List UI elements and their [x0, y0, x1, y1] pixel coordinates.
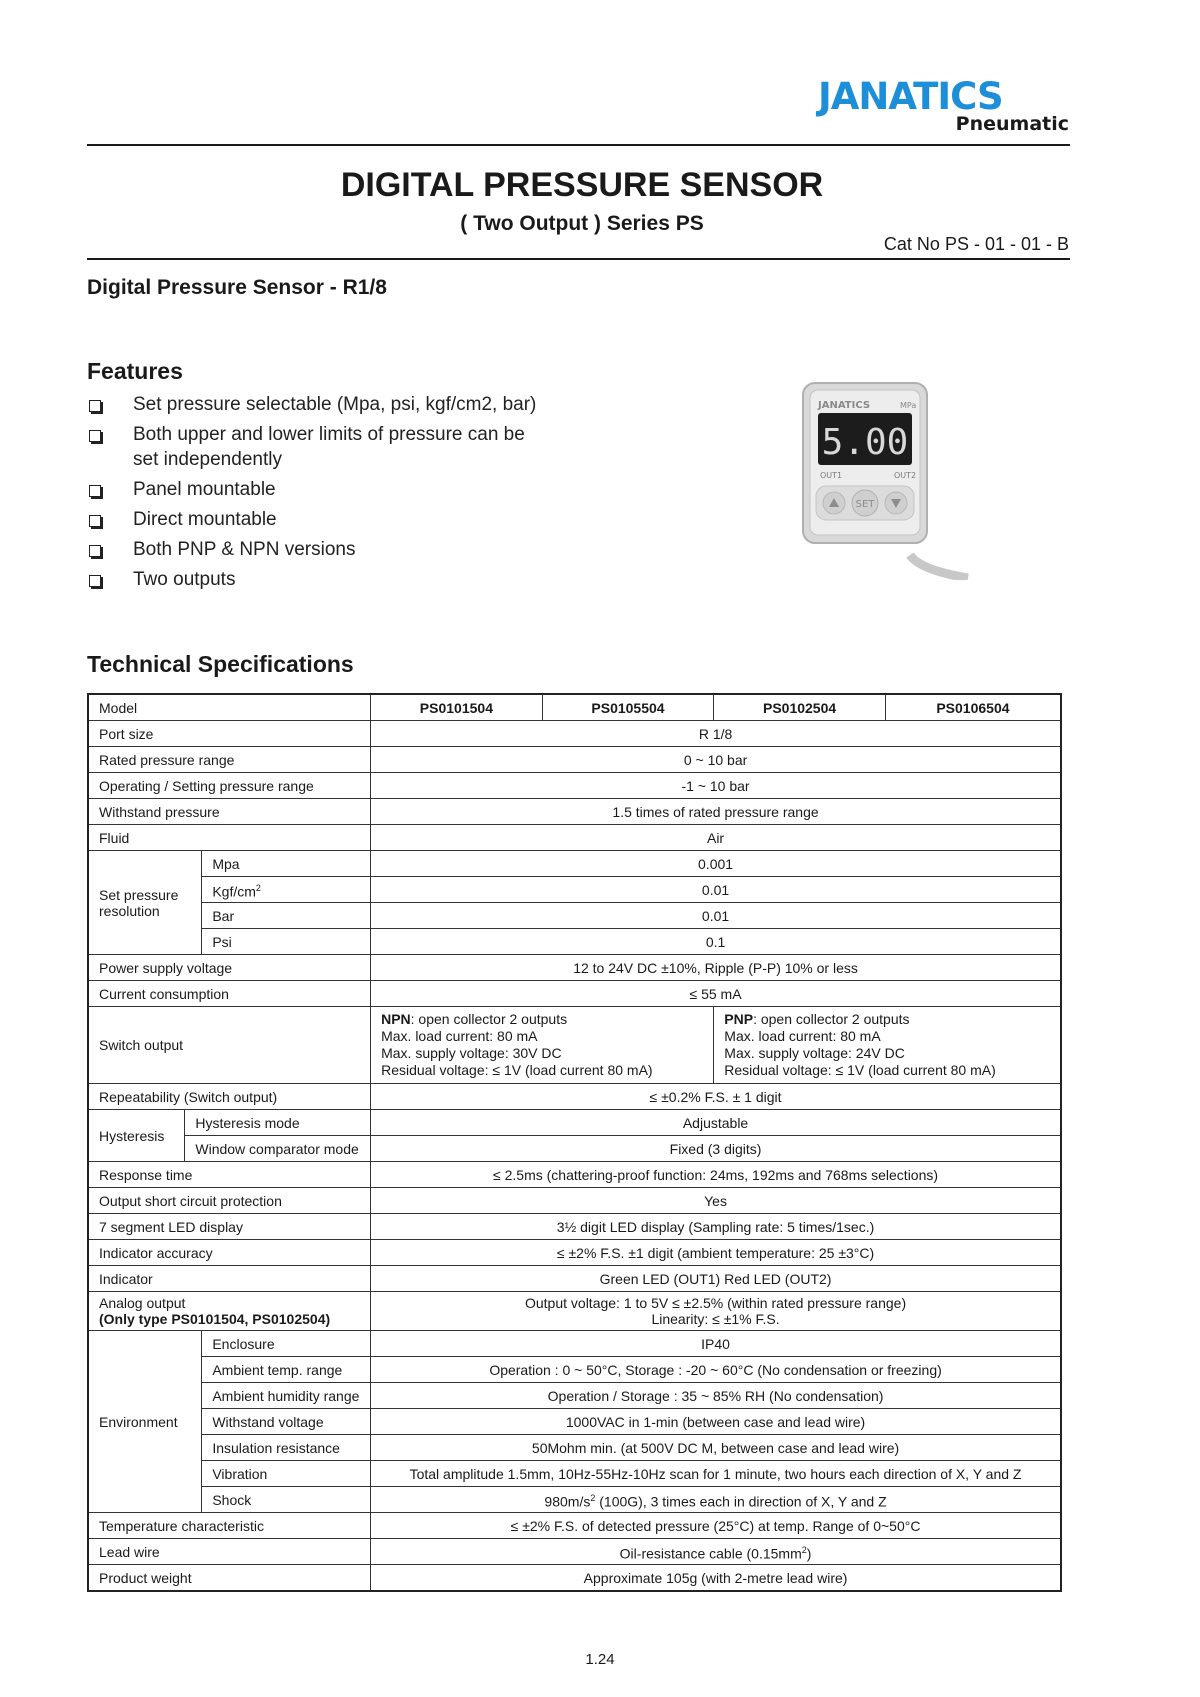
- row-value: Green LED (OUT1) Red LED (OUT2): [371, 1266, 1061, 1292]
- table-row: [88, 1188, 1061, 1214]
- table-row: [88, 721, 1061, 747]
- sensor-unit-label: MPa: [900, 401, 917, 410]
- brand-subtitle: Pneumatic: [955, 113, 1069, 135]
- feature-item: [87, 567, 647, 592]
- sub-label: Mpa: [202, 851, 371, 877]
- checkbox-bullet-icon: [89, 485, 101, 497]
- out2-label: OUT2: [894, 471, 917, 480]
- row-value: Oil-resistance cable $(0.15mm^2)$: [371, 1539, 1061, 1565]
- feature-item: [87, 392, 647, 417]
- row-value: 0.001: [371, 851, 1061, 877]
- table-row: [88, 1539, 1061, 1565]
- row-label: Power supply voltage: [88, 955, 371, 981]
- table-row: [88, 1565, 1061, 1592]
- row-label: Repeatability (Switch output): [88, 1084, 371, 1110]
- table-row: [88, 1357, 1061, 1383]
- row-value: 50Mohm min. (at 500V DC M, between case and lead wire): [371, 1435, 1061, 1461]
- row-value: Adjustable: [371, 1110, 1061, 1136]
- table-row: [88, 1383, 1061, 1409]
- table-row: [88, 1513, 1061, 1539]
- row-value: Fixed (3 digits): [371, 1136, 1061, 1162]
- out1-label: OUT1: [820, 471, 843, 480]
- table-row: [88, 1007, 1061, 1084]
- sub-label: Kgf/$cm^2$: [202, 877, 371, 903]
- table-row: [88, 1461, 1061, 1487]
- title-rule: [87, 258, 1070, 260]
- checkbox-bullet-icon: [89, 575, 101, 587]
- spec-table: [87, 693, 1062, 1592]
- row-label: Indicator accuracy: [88, 1240, 371, 1266]
- group-label: Set pressure resolution: [88, 851, 202, 955]
- table-row: [88, 903, 1061, 929]
- row-label: Operating / Setting pressure range: [88, 773, 371, 799]
- header-rule: [87, 144, 1070, 146]
- row-label: Lead wire: [88, 1539, 371, 1565]
- feature-text: Direct mountable: [133, 509, 277, 530]
- feature-text: Both upper and lower limits of pressure can be: [133, 424, 525, 445]
- row-label: Product weight: [88, 1565, 371, 1592]
- set-button-label: SET: [855, 499, 875, 510]
- npn-output-cell: NPN: open collector 2 outputs Max. load current: 80 mA Max. supply voltage: 30V DC Residual voltage: ≤ 1V (load current 80 mA): [371, 1007, 714, 1084]
- checkbox-bullet-icon: [89, 515, 101, 527]
- sub-label: Hysteresis mode: [185, 1110, 371, 1136]
- table-row: [88, 799, 1061, 825]
- row-label: Response time: [88, 1162, 371, 1188]
- row-label: Fluid: [88, 825, 371, 851]
- feature-text: Two outputs: [133, 569, 236, 590]
- table-row: [88, 929, 1061, 955]
- feature-text: Both PNP & NPN versions: [133, 539, 356, 560]
- table-row: [88, 1110, 1061, 1136]
- page-number: 1.24: [585, 1651, 615, 1668]
- table-row: [88, 1331, 1061, 1357]
- feature-item: [87, 537, 647, 562]
- brand-logo: JANATICS: [818, 75, 1003, 118]
- row-label: Port size: [88, 721, 371, 747]
- table-row: [88, 694, 1061, 721]
- table-row: [88, 851, 1061, 877]
- sub-label: Ambient temp. range: [202, 1357, 371, 1383]
- model-cell: PS0106504: [885, 694, 1061, 721]
- row-value: Air: [371, 825, 1061, 851]
- row-value: 0.01: [371, 877, 1061, 903]
- table-row: [88, 981, 1061, 1007]
- feature-text: Set pressure selectable (Mpa, psi, kgf/cm2, bar): [133, 394, 537, 415]
- catalog-number: Cat No PS - 01 - 01 - B: [883, 234, 1069, 254]
- model-cell: PS0102504: [714, 694, 886, 721]
- row-label: Rated pressure range: [88, 747, 371, 773]
- table-row: [88, 1266, 1061, 1292]
- row-label: Model: [88, 694, 371, 721]
- row-value: 1.5 times of rated pressure range: [371, 799, 1061, 825]
- row-label: Withstand pressure: [88, 799, 371, 825]
- table-row: [88, 1084, 1061, 1110]
- sub-label: Ambient humidity range: [202, 1383, 371, 1409]
- row-value: ≤ ±0.2% F.S. ± 1 digit: [371, 1084, 1061, 1110]
- row-value: 0.1: [371, 929, 1061, 955]
- sub-label: Vibration: [202, 1461, 371, 1487]
- row-value: 3½ digit LED display (Sampling rate: 5 times/1sec.): [371, 1214, 1061, 1240]
- row-value: 1000VAC in 1-min (between case and lead wire): [371, 1409, 1061, 1435]
- row-value: Yes: [371, 1188, 1061, 1214]
- group-label: Hysteresis: [88, 1110, 185, 1162]
- tech-spec-heading: Technical Specifications: [87, 651, 354, 677]
- table-row: [88, 1292, 1061, 1331]
- feature-text-continued: set independently: [133, 449, 282, 470]
- sub-label: Insulation resistance: [202, 1435, 371, 1461]
- row-value: Operation : 0 ~ 50°C, Storage : -20 ~ 60°C (No condensation or freezing): [371, 1357, 1061, 1383]
- row-value: Total amplitude 1.5mm, 10Hz-55Hz-10Hz scan for 1 minute, two hours each direction of X, Y and Z: [371, 1461, 1061, 1487]
- row-value: ≤ ±2% F.S. of detected pressure (25°C) at temp. Range of 0~50°C: [371, 1513, 1061, 1539]
- page-subtitle: ( Two Output ) Series PS: [460, 212, 704, 235]
- row-value: ≤ ±2% F.S. ±1 digit (ambient temperature: 25 ±3°C): [371, 1240, 1061, 1266]
- table-row: [88, 1136, 1061, 1162]
- row-label: Temperature characteristic: [88, 1513, 371, 1539]
- sub-label: Psi: [202, 929, 371, 955]
- row-value: 12 to 24V DC ±10%, Ripple (P-P) 10% or less: [371, 955, 1061, 981]
- table-row: [88, 1409, 1061, 1435]
- row-value: Approximate 105g (with 2-metre lead wire): [371, 1565, 1061, 1592]
- sub-label: Enclosure: [202, 1331, 371, 1357]
- pnp-output-cell: PNP: open collector 2 outputs Max. load current: 80 mA Max. supply voltage: 24V DC Residual voltage: ≤ 1V (load current 80 mA): [714, 1007, 1061, 1084]
- table-row: [88, 1240, 1061, 1266]
- table-row: [88, 825, 1061, 851]
- group-label: Environment: [88, 1331, 202, 1513]
- sensor-product-image: [800, 380, 970, 580]
- model-cell: PS0101504: [371, 694, 543, 721]
- sub-label: Window comparator mode: [185, 1136, 371, 1162]
- row-value: IP40: [371, 1331, 1061, 1357]
- row-label: 7 segment LED display: [88, 1214, 371, 1240]
- row-label: Current consumption: [88, 981, 371, 1007]
- feature-item: [87, 477, 647, 502]
- sensor-display-reading: 5.00: [821, 422, 909, 463]
- table-row: [88, 955, 1061, 981]
- table-row: [88, 1435, 1061, 1461]
- row-value: Operation / Storage : 35 ~ 85% RH (No condensation): [371, 1383, 1061, 1409]
- row-value: R 1/8: [371, 721, 1061, 747]
- table-row: [88, 1162, 1061, 1188]
- table-row: [88, 877, 1061, 903]
- checkbox-bullet-icon: [89, 545, 101, 557]
- row-value: -1 ~ 10 bar: [371, 773, 1061, 799]
- row-label: Output short circuit protection: [88, 1188, 371, 1214]
- row-label: Indicator: [88, 1266, 371, 1292]
- row-value: 0 ~ 10 bar: [371, 747, 1061, 773]
- sensor-brand-label: JANATICS: [818, 400, 871, 411]
- row-value: ≤ 2.5ms (chattering-proof function: 24ms, 192ms and 768ms selections): [371, 1162, 1061, 1188]
- features-list: [87, 392, 647, 597]
- row-value: $980m/s^2$ (100G), 3 times each in direction of X, Y and Z: [371, 1487, 1061, 1513]
- table-row: [88, 1214, 1061, 1240]
- row-value: ≤ 55 mA: [371, 981, 1061, 1007]
- feature-item: [87, 507, 647, 532]
- sub-label: Shock: [202, 1487, 371, 1513]
- row-label: Switch output: [88, 1007, 371, 1084]
- sub-label: Bar: [202, 903, 371, 929]
- row-value: 0.01: [371, 903, 1061, 929]
- model-cell: PS0105504: [542, 694, 714, 721]
- row-value: Output voltage: 1 to 5V ≤ ±2.5% (within rated pressure range) Linearity: ≤ ±1% F.S.: [371, 1292, 1061, 1331]
- lead-wire-cable: [910, 555, 968, 578]
- feature-text: Panel mountable: [133, 479, 276, 500]
- table-row: [88, 747, 1061, 773]
- table-row: [88, 1487, 1061, 1513]
- checkbox-bullet-icon: [89, 430, 101, 442]
- section-title: Digital Pressure Sensor - R1/8: [87, 276, 387, 299]
- page-title: DIGITAL PRESSURE SENSOR: [340, 166, 824, 204]
- checkbox-bullet-icon: [89, 400, 101, 412]
- row-label: Analog output (Only type PS0101504, PS0102504): [88, 1292, 371, 1331]
- features-heading: Features: [87, 358, 183, 384]
- sub-label: Withstand voltage: [202, 1409, 371, 1435]
- table-row: [88, 773, 1061, 799]
- feature-item: [87, 422, 647, 472]
